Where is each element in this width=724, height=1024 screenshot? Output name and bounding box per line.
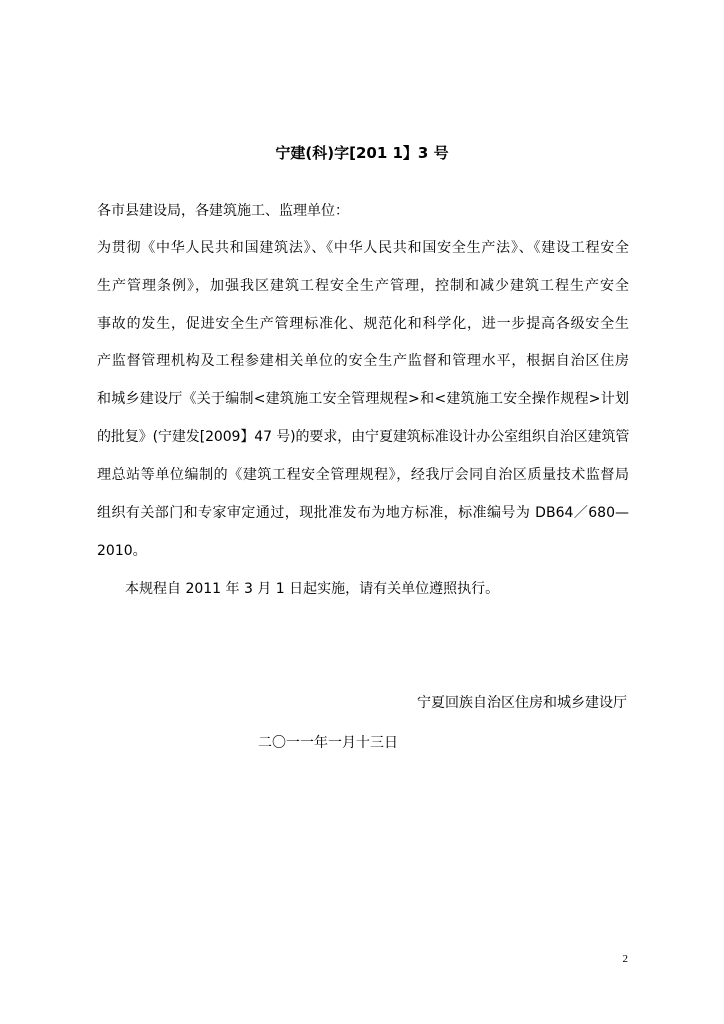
body-line: 为贯彻《中华人民共和国建筑法》、《中华人民共和国安全生产法》、《建设工程安全 [97, 240, 629, 256]
issuing-authority: 宁夏回族自治区住房和城乡建设厅 [417, 695, 627, 711]
document-number: 宁建(科)字[201 1】3 号 [275, 144, 449, 162]
body-line: 生产管理条例》，加强我区建筑工程安全生产管理，控制和减少建筑工程生产安全 [97, 278, 629, 294]
salutation: 各市县建设局，各建筑施工、监理单位： [97, 203, 349, 219]
body-line: 组织有关部门和专家审定通过，现批准发布为地方标准，标准编号为 DB64／680— [97, 505, 629, 521]
body-line: 产监督管理机构及工程参建相关单位的安全生产监督和管理水平，根据自治区住房 [97, 353, 629, 369]
body-line: 事故的发生，促进安全生产管理标准化、规范化和科学化，进一步提高各级安全生 [97, 316, 629, 332]
body-line: 和城乡建设厅《关于编制<建筑施工安全管理规程>和<建筑施工安全操作规程>计划 [97, 391, 629, 407]
body-line: 2010。 [97, 543, 147, 559]
body-line: 的批复》(宁建发[2009】47 号)的要求，由宁夏建筑标准设计办公室组织自治区建筑管 [97, 429, 630, 445]
effective-date-notice: 本规程自 2011 年 3 月 1 日起实施，请有关单位遵照执行。 [125, 581, 500, 597]
page-number: 2 [622, 953, 628, 965]
issue-date: 二〇一一年一月十三日 [258, 735, 398, 751]
body-line: 理总站等单位编制的《建筑工程安全管理规程》，经我厅会同自治区质量技术监督局 [97, 467, 629, 483]
